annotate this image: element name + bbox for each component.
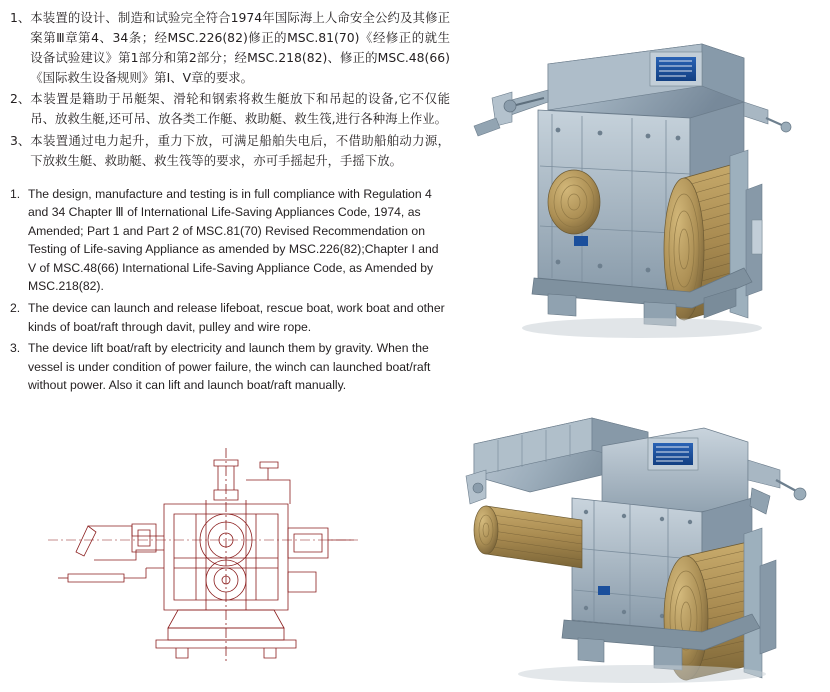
list-marker: 2. [10,301,21,316]
list-marker: 1. [10,186,21,201]
list-text: The design, manufacture and testing is in full compliance with Regulation 4 and 34 Chapter Ⅲ of International Life-Saving Appliances Code, 1974, as Amended; Part 1 and Part 2 of MSC.81(70) Revised Recommendation on Testing of Life-saving Appliance as amended by MSC.226(82);Chapter I and V of MSC.48(66) International Life-Saving Appliance Code, as Amended by MSC.218(82). [28,186,439,294]
list-item [10,89,450,129]
text-column [10,8,450,398]
list-item [10,339,450,395]
list-item [10,185,450,296]
list-text: The device lift boat/raft by electricity and launch them by gravity. When the vessel is under condition of power failure, the winch can launched boat/raft without power. Also it can lift and launch boat/raft manually. [28,341,431,393]
list-text: 本装置的设计、制造和试验完全符合1974年国际海上人命安全公约及其修正案第Ⅲ章第4、34条；经MSC.226(82)修正的MSC.81(70)《经修正的就生设备试验建议》第1部分和第2部分；经MSC.218(82)、修正的MSC.48(66)《国际救生设备规则》第Ⅰ、Ⅴ章的要求。 [30,10,450,86]
list-item [10,8,450,88]
list-marker: 2、 [10,91,31,107]
list-item [10,131,450,171]
line-drawing-svg [28,440,428,675]
photo-bottom-figure [452,388,824,688]
list-marker: 3. [10,341,21,356]
english-paragraph-list [10,185,450,395]
winch-angled-photo-svg [452,388,824,688]
list-text: The device can launch and release lifeboat, rescue boat, work boat and other kinds of boat/raft through davit, pulley and wire rope. [28,301,445,334]
list-marker: 3、 [10,132,31,148]
winch-front-photo-svg [452,6,824,378]
list-text: 本装置通过电力起升，重力下放，可满足船舶失电后，不借助船舶动力源，下放救生艇、救助艇、救生筏等的要求，亦可手摇起升，手摇下放。 [30,132,450,168]
chinese-paragraph-list [10,8,450,171]
list-item [10,299,450,336]
list-text: 本装置是籍助于吊艇架、滑轮和钢索将救生艇放下和吊起的设备,它不仅能吊、放救生艇,还可吊、放各类工作艇、救助艇、救生筏,进行各种海上作业。 [30,91,450,127]
list-marker: 1、 [10,10,31,25]
photo-top-figure [452,6,824,378]
line-drawing-figure [28,440,428,675]
